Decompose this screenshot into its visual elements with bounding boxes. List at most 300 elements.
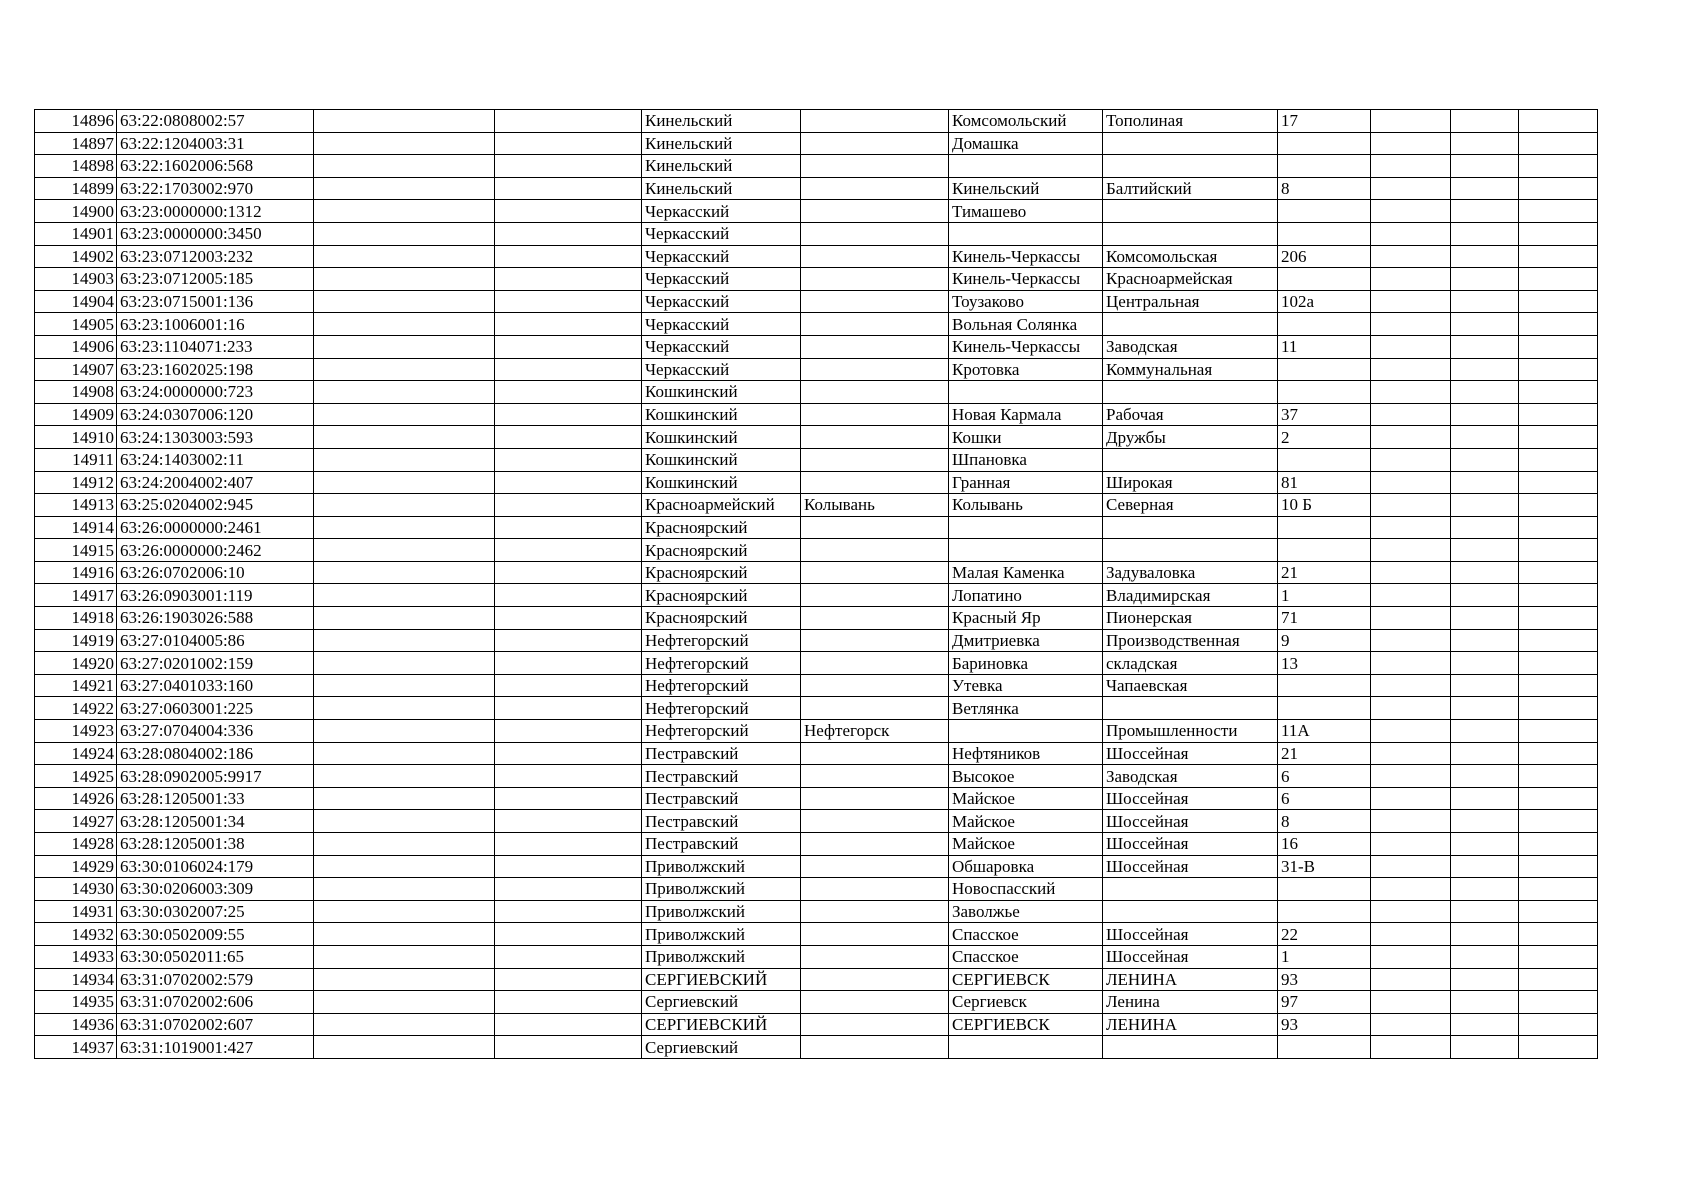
col-11-cell — [1451, 177, 1519, 200]
col-11-cell — [1451, 335, 1519, 358]
col-4-cell — [495, 155, 642, 178]
col-4-cell — [495, 923, 642, 946]
locality-2-cell: Тимашево — [949, 200, 1103, 223]
district-cell: СЕРГИЕВСКИЙ — [642, 968, 801, 991]
col-10-cell — [1371, 313, 1451, 336]
locality-2-cell: Майское — [949, 833, 1103, 856]
house-cell — [1278, 516, 1371, 539]
col-4-cell — [495, 222, 642, 245]
table-row — [35, 403, 1598, 426]
table-row — [35, 765, 1598, 788]
col-10-cell — [1371, 878, 1451, 901]
house-cell: 9 — [1278, 629, 1371, 652]
col-3-cell — [314, 765, 495, 788]
house-cell — [1278, 697, 1371, 720]
cadastral-number-cell: 63:23:1006001:16 — [117, 313, 314, 336]
col-3-cell — [314, 629, 495, 652]
house-cell: 6 — [1278, 787, 1371, 810]
row-number-cell: 14913 — [35, 494, 117, 517]
house-cell — [1278, 381, 1371, 404]
col-10-cell — [1371, 448, 1451, 471]
col-11-cell — [1451, 403, 1519, 426]
house-cell — [1278, 1036, 1371, 1059]
col-12-cell — [1519, 200, 1598, 223]
locality-1-cell — [801, 539, 949, 562]
col-10-cell — [1371, 720, 1451, 743]
street-cell — [1103, 132, 1278, 155]
district-cell: Нефтегорский — [642, 720, 801, 743]
col-3-cell — [314, 290, 495, 313]
col-11-cell — [1451, 471, 1519, 494]
locality-1-cell — [801, 697, 949, 720]
table-row — [35, 923, 1598, 946]
table-row — [35, 652, 1598, 675]
house-cell — [1278, 155, 1371, 178]
col-4-cell — [495, 313, 642, 336]
table-row — [35, 335, 1598, 358]
col-11-cell — [1451, 923, 1519, 946]
row-number-cell: 14918 — [35, 607, 117, 630]
locality-2-cell — [949, 539, 1103, 562]
district-cell: Красноярский — [642, 539, 801, 562]
col-11-cell — [1451, 697, 1519, 720]
row-number-cell: 14931 — [35, 900, 117, 923]
district-cell: Кошкинский — [642, 448, 801, 471]
locality-1-cell — [801, 177, 949, 200]
col-12-cell — [1519, 403, 1598, 426]
col-4-cell — [495, 697, 642, 720]
cadastral-number-cell: 63:30:0302007:25 — [117, 900, 314, 923]
cadastral-number-cell: 63:24:1403002:11 — [117, 448, 314, 471]
district-cell: Красноярский — [642, 584, 801, 607]
table-row — [35, 787, 1598, 810]
table-row — [35, 200, 1598, 223]
street-cell — [1103, 448, 1278, 471]
locality-2-cell: Кинель-Черкассы — [949, 335, 1103, 358]
house-cell — [1278, 200, 1371, 223]
row-number-cell: 14923 — [35, 720, 117, 743]
street-cell — [1103, 539, 1278, 562]
col-12-cell — [1519, 290, 1598, 313]
locality-2-cell: Новая Кармала — [949, 403, 1103, 426]
locality-1-cell — [801, 358, 949, 381]
district-cell: Черкасский — [642, 335, 801, 358]
district-cell: Черкасский — [642, 290, 801, 313]
house-cell: 37 — [1278, 403, 1371, 426]
district-cell: Нефтегорский — [642, 674, 801, 697]
locality-2-cell: Обшаровка — [949, 855, 1103, 878]
col-3-cell — [314, 381, 495, 404]
locality-2-cell: Майское — [949, 810, 1103, 833]
col-3-cell — [314, 335, 495, 358]
district-cell: Приволжский — [642, 945, 801, 968]
table-row — [35, 991, 1598, 1014]
cadastral-number-cell: 63:31:0702002:579 — [117, 968, 314, 991]
col-12-cell — [1519, 674, 1598, 697]
house-cell — [1278, 539, 1371, 562]
col-3-cell — [314, 426, 495, 449]
house-cell: 11А — [1278, 720, 1371, 743]
col-10-cell — [1371, 855, 1451, 878]
col-10-cell — [1371, 516, 1451, 539]
col-11-cell — [1451, 945, 1519, 968]
street-cell: Широкая — [1103, 471, 1278, 494]
locality-2-cell: Тоузаково — [949, 290, 1103, 313]
district-cell: Сергиевский — [642, 1036, 801, 1059]
locality-2-cell: Гранная — [949, 471, 1103, 494]
col-10-cell — [1371, 403, 1451, 426]
street-cell — [1103, 200, 1278, 223]
table-row — [35, 968, 1598, 991]
house-cell: 16 — [1278, 833, 1371, 856]
house-cell: 10 Б — [1278, 494, 1371, 517]
col-10-cell — [1371, 1036, 1451, 1059]
col-3-cell — [314, 945, 495, 968]
col-4-cell — [495, 765, 642, 788]
table-row — [35, 358, 1598, 381]
row-number-cell: 14934 — [35, 968, 117, 991]
col-3-cell — [314, 855, 495, 878]
street-cell: Шоссейная — [1103, 923, 1278, 946]
row-number-cell: 14915 — [35, 539, 117, 562]
cadastral-number-cell: 63:28:1205001:33 — [117, 787, 314, 810]
locality-1-cell: Нефтегорск — [801, 720, 949, 743]
col-3-cell — [314, 1036, 495, 1059]
col-12-cell — [1519, 720, 1598, 743]
district-cell: Кинельский — [642, 132, 801, 155]
table-row — [35, 155, 1598, 178]
street-cell: Шоссейная — [1103, 742, 1278, 765]
col-3-cell — [314, 810, 495, 833]
district-cell: Пестравский — [642, 810, 801, 833]
col-11-cell — [1451, 878, 1519, 901]
col-12-cell — [1519, 313, 1598, 336]
col-12-cell — [1519, 765, 1598, 788]
col-4-cell — [495, 1013, 642, 1036]
street-cell: Промышленности — [1103, 720, 1278, 743]
locality-2-cell: Красный Яр — [949, 607, 1103, 630]
col-11-cell — [1451, 674, 1519, 697]
col-10-cell — [1371, 539, 1451, 562]
locality-2-cell: Кротовка — [949, 358, 1103, 381]
locality-1-cell — [801, 765, 949, 788]
house-cell — [1278, 313, 1371, 336]
table-row — [35, 245, 1598, 268]
col-3-cell — [314, 200, 495, 223]
table-row — [35, 900, 1598, 923]
street-cell: ЛЕНИНА — [1103, 1013, 1278, 1036]
col-3-cell — [314, 222, 495, 245]
row-number-cell: 14936 — [35, 1013, 117, 1036]
street-cell — [1103, 878, 1278, 901]
district-cell: Нефтегорский — [642, 697, 801, 720]
cadastral-number-cell: 63:25:0204002:945 — [117, 494, 314, 517]
table-row — [35, 945, 1598, 968]
district-cell: Пестравский — [642, 787, 801, 810]
col-11-cell — [1451, 652, 1519, 675]
district-cell: Красноярский — [642, 561, 801, 584]
col-3-cell — [314, 833, 495, 856]
row-number-cell: 14926 — [35, 787, 117, 810]
col-11-cell — [1451, 833, 1519, 856]
col-12-cell — [1519, 855, 1598, 878]
street-cell: Пионерская — [1103, 607, 1278, 630]
col-11-cell — [1451, 245, 1519, 268]
district-cell: Кошкинский — [642, 426, 801, 449]
locality-2-cell: Спасское — [949, 923, 1103, 946]
street-cell: Северная — [1103, 494, 1278, 517]
locality-1-cell — [801, 629, 949, 652]
district-cell: Черкасский — [642, 358, 801, 381]
cadastral-number-cell: 63:26:0000000:2461 — [117, 516, 314, 539]
col-4-cell — [495, 742, 642, 765]
col-12-cell — [1519, 697, 1598, 720]
street-cell: Производственная — [1103, 629, 1278, 652]
locality-2-cell: Ветлянка — [949, 697, 1103, 720]
col-10-cell — [1371, 381, 1451, 404]
street-cell: Дружбы — [1103, 426, 1278, 449]
col-12-cell — [1519, 607, 1598, 630]
district-cell: Сергиевский — [642, 991, 801, 1014]
street-cell: Ленина — [1103, 991, 1278, 1014]
cadastral-number-cell: 63:22:1703002:970 — [117, 177, 314, 200]
locality-1-cell — [801, 313, 949, 336]
locality-1-cell — [801, 900, 949, 923]
col-3-cell — [314, 155, 495, 178]
row-number-cell: 14896 — [35, 110, 117, 133]
col-11-cell — [1451, 539, 1519, 562]
house-cell: 6 — [1278, 765, 1371, 788]
locality-2-cell — [949, 1036, 1103, 1059]
district-cell: Пестравский — [642, 833, 801, 856]
table-row — [35, 539, 1598, 562]
cadastral-number-cell: 63:31:0702002:606 — [117, 991, 314, 1014]
locality-2-cell: СЕРГИЕВСК — [949, 968, 1103, 991]
locality-2-cell: Кинель-Черкассы — [949, 245, 1103, 268]
cadastral-number-cell: 63:22:0808002:57 — [117, 110, 314, 133]
col-11-cell — [1451, 110, 1519, 133]
district-cell: Нефтегорский — [642, 629, 801, 652]
col-4-cell — [495, 381, 642, 404]
street-cell — [1103, 155, 1278, 178]
district-cell: Кинельский — [642, 177, 801, 200]
district-cell: Черкасский — [642, 222, 801, 245]
col-3-cell — [314, 358, 495, 381]
street-cell: Шоссейная — [1103, 810, 1278, 833]
table-row — [35, 629, 1598, 652]
col-12-cell — [1519, 742, 1598, 765]
locality-1-cell — [801, 855, 949, 878]
col-4-cell — [495, 132, 642, 155]
col-12-cell — [1519, 268, 1598, 291]
col-3-cell — [314, 132, 495, 155]
col-4-cell — [495, 607, 642, 630]
cadastral-number-cell: 63:23:1602025:198 — [117, 358, 314, 381]
row-number-cell: 14930 — [35, 878, 117, 901]
house-cell: 1 — [1278, 584, 1371, 607]
cadastral-number-cell: 63:27:0104005:86 — [117, 629, 314, 652]
table-row — [35, 268, 1598, 291]
district-cell: Приволжский — [642, 855, 801, 878]
locality-1-cell — [801, 471, 949, 494]
locality-1-cell — [801, 426, 949, 449]
col-12-cell — [1519, 1013, 1598, 1036]
col-4-cell — [495, 200, 642, 223]
col-12-cell — [1519, 539, 1598, 562]
district-cell: Пестравский — [642, 742, 801, 765]
locality-1-cell — [801, 652, 949, 675]
street-cell: Шоссейная — [1103, 945, 1278, 968]
cadastral-number-cell: 63:27:0603001:225 — [117, 697, 314, 720]
col-10-cell — [1371, 426, 1451, 449]
cadastral-number-cell: 63:23:0715001:136 — [117, 290, 314, 313]
row-number-cell: 14906 — [35, 335, 117, 358]
col-12-cell — [1519, 629, 1598, 652]
cadastral-number-cell: 63:24:2004002:407 — [117, 471, 314, 494]
col-4-cell — [495, 787, 642, 810]
col-11-cell — [1451, 426, 1519, 449]
locality-2-cell: Кошки — [949, 426, 1103, 449]
col-12-cell — [1519, 561, 1598, 584]
col-4-cell — [495, 177, 642, 200]
table-row — [35, 833, 1598, 856]
col-10-cell — [1371, 787, 1451, 810]
district-cell: СЕРГИЕВСКИЙ — [642, 1013, 801, 1036]
house-cell — [1278, 268, 1371, 291]
col-10-cell — [1371, 471, 1451, 494]
house-cell: 31-В — [1278, 855, 1371, 878]
col-10-cell — [1371, 358, 1451, 381]
col-10-cell — [1371, 810, 1451, 833]
locality-1-cell — [801, 810, 949, 833]
locality-1-cell — [801, 674, 949, 697]
col-12-cell — [1519, 426, 1598, 449]
col-4-cell — [495, 720, 642, 743]
locality-2-cell: Кинель-Черкассы — [949, 268, 1103, 291]
locality-2-cell: Кинельский — [949, 177, 1103, 200]
district-cell: Черкасский — [642, 313, 801, 336]
street-cell — [1103, 900, 1278, 923]
col-10-cell — [1371, 900, 1451, 923]
row-number-cell: 14937 — [35, 1036, 117, 1059]
col-4-cell — [495, 448, 642, 471]
cadastral-number-cell: 63:24:0307006:120 — [117, 403, 314, 426]
row-number-cell: 14919 — [35, 629, 117, 652]
street-cell — [1103, 313, 1278, 336]
street-cell: Тополиная — [1103, 110, 1278, 133]
col-3-cell — [314, 900, 495, 923]
house-cell: 93 — [1278, 1013, 1371, 1036]
col-4-cell — [495, 900, 642, 923]
col-4-cell — [495, 290, 642, 313]
col-4-cell — [495, 426, 642, 449]
row-number-cell: 14927 — [35, 810, 117, 833]
col-10-cell — [1371, 200, 1451, 223]
col-12-cell — [1519, 968, 1598, 991]
table-row — [35, 720, 1598, 743]
row-number-cell: 14904 — [35, 290, 117, 313]
col-12-cell — [1519, 584, 1598, 607]
col-11-cell — [1451, 900, 1519, 923]
table-row — [35, 878, 1598, 901]
col-12-cell — [1519, 787, 1598, 810]
locality-1-cell — [801, 561, 949, 584]
locality-2-cell: Вольная Солянка — [949, 313, 1103, 336]
table-row — [35, 177, 1598, 200]
house-cell — [1278, 222, 1371, 245]
street-cell: Рабочая — [1103, 403, 1278, 426]
col-12-cell — [1519, 448, 1598, 471]
col-4-cell — [495, 516, 642, 539]
col-4-cell — [495, 268, 642, 291]
row-number-cell: 14935 — [35, 991, 117, 1014]
table-row — [35, 110, 1598, 133]
col-11-cell — [1451, 607, 1519, 630]
row-number-cell: 14929 — [35, 855, 117, 878]
col-3-cell — [314, 177, 495, 200]
col-10-cell — [1371, 494, 1451, 517]
col-12-cell — [1519, 358, 1598, 381]
col-3-cell — [314, 607, 495, 630]
col-10-cell — [1371, 1013, 1451, 1036]
district-cell: Кошкинский — [642, 381, 801, 404]
locality-1-cell — [801, 1013, 949, 1036]
row-number-cell: 14933 — [35, 945, 117, 968]
col-10-cell — [1371, 268, 1451, 291]
house-cell: 102а — [1278, 290, 1371, 313]
col-3-cell — [314, 448, 495, 471]
col-12-cell — [1519, 222, 1598, 245]
table-row — [35, 313, 1598, 336]
col-11-cell — [1451, 742, 1519, 765]
row-number-cell: 14909 — [35, 403, 117, 426]
col-12-cell — [1519, 494, 1598, 517]
col-11-cell — [1451, 765, 1519, 788]
row-number-cell: 14916 — [35, 561, 117, 584]
col-10-cell — [1371, 652, 1451, 675]
col-3-cell — [314, 110, 495, 133]
col-3-cell — [314, 742, 495, 765]
col-4-cell — [495, 584, 642, 607]
col-11-cell — [1451, 200, 1519, 223]
col-10-cell — [1371, 674, 1451, 697]
col-4-cell — [495, 629, 642, 652]
col-11-cell — [1451, 381, 1519, 404]
street-cell: складская — [1103, 652, 1278, 675]
col-10-cell — [1371, 968, 1451, 991]
table-row — [35, 494, 1598, 517]
col-12-cell — [1519, 991, 1598, 1014]
house-cell: 21 — [1278, 742, 1371, 765]
locality-1-cell — [801, 290, 949, 313]
col-11-cell — [1451, 855, 1519, 878]
locality-2-cell: Комсомольский — [949, 110, 1103, 133]
street-cell: Чапаевская — [1103, 674, 1278, 697]
locality-1-cell — [801, 110, 949, 133]
col-11-cell — [1451, 810, 1519, 833]
house-cell: 8 — [1278, 810, 1371, 833]
locality-2-cell: СЕРГИЕВСК — [949, 1013, 1103, 1036]
col-12-cell — [1519, 177, 1598, 200]
col-12-cell — [1519, 652, 1598, 675]
district-cell: Черкасский — [642, 245, 801, 268]
locality-1-cell — [801, 403, 949, 426]
street-cell: Владимирская — [1103, 584, 1278, 607]
row-number-cell: 14897 — [35, 132, 117, 155]
col-10-cell — [1371, 561, 1451, 584]
table-row — [35, 516, 1598, 539]
col-3-cell — [314, 516, 495, 539]
